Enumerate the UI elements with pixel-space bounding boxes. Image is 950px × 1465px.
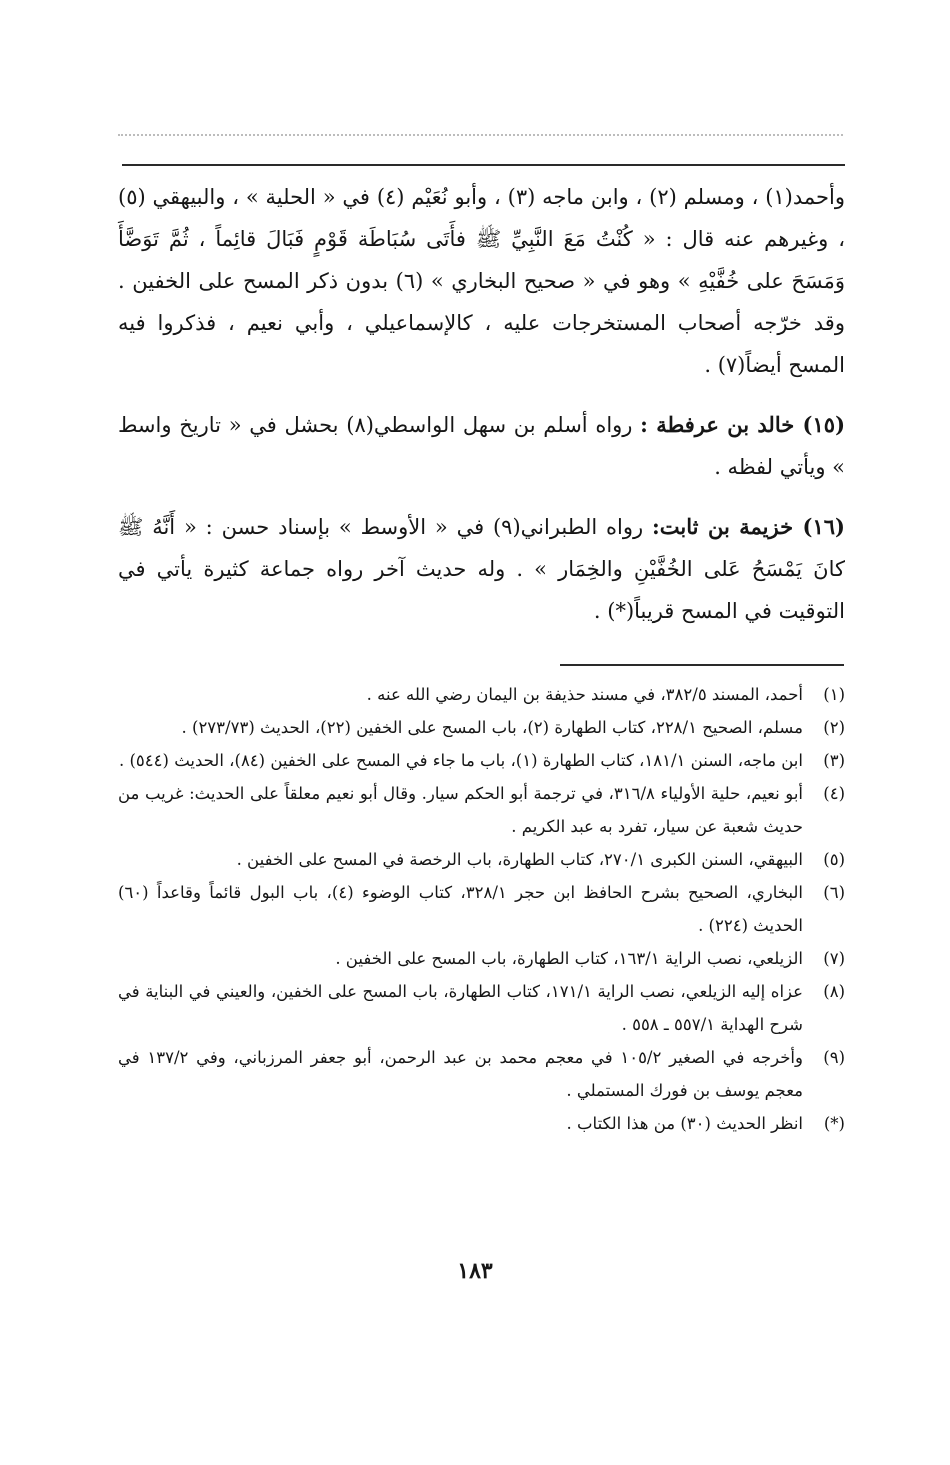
footnote-text: البيهقي، السنن الكبرى ٢٧٠/١، كتاب الطهارة، باب الرخصة في المسح على الخفين . [236,850,803,869]
main-text [118,176,845,638]
page-number: ١٨٣ [457,1258,493,1284]
footnote [118,975,845,1041]
footnote [118,678,845,711]
footnote [118,777,845,843]
footnote-number: (١) [823,685,845,704]
paragraph-khuzayma-ibn-thabit [118,506,845,632]
footnote [118,843,845,876]
footnote-text: وأخرجه في الصغير ١٠٥/٢ في معجم محمد بن عبد الرحمن، أبو جعفر المرزباني، وفي ١٣٧/٢ في معجم يوسف بن فورك المستملي . [118,1048,803,1100]
footnote-separator [560,664,844,666]
footnote [118,711,845,744]
header-dotted-line [118,134,843,136]
footnote [118,876,845,942]
narrator-heading-15: (١٥) خالد بن عرفطة : [640,412,845,437]
paragraph-hadith-text: وأحمد(١) ، ومسلم (٢) ، وابن ماجه (٣) ، وأبو نُعَيْم (٤) في « الحلية » ، والبيهقي (٥) ، وغيرهم عنه قال : « كُنْتُ مَعَ النَّبِيِّ ﷺ فأَتَى سُبَاطَة قَوْمٍ فَبَالَ قائِماً ، ثُمَّ تَوَضَّأَ وَمَسَحَ على خُفَّيْهِ » وهو في « صحيح البخاري » (٦) بدون ذكر المسح على الخفين . وقد خرّجه أصحاب المستخرجات عليه ، كالإسماعيلي ، وأبي نعيم ، فذكروا فيه المسح أيضاً(٧) . [118,185,846,377]
paragraph-khalid-ibn-urfuta [118,404,845,488]
footnote-number: (٧) [823,949,845,968]
header-rule [122,164,845,166]
footnote-number: (٢) [823,718,845,737]
narrator-body-16: رواه الطبراني(٩) في « الأوسط » بإسناد حسن : « أَنَّهُ ﷺ كانَ يَمْسَحُ عَلى الخُفَّيْنِ والخِمَار » . وله حديث آخر رواه جماعة كثيرة يأتي في التوقيت في المسح قريباً(*) . [118,515,845,623]
footnote [118,942,845,975]
footnote-number: (٩) [823,1048,845,1067]
footnote [118,1107,845,1140]
footnote [118,744,845,777]
footnote [118,1041,845,1107]
footnote-number: (*) [823,1114,845,1133]
footnote-text: ابن ماجه، السنن ١٨١/١، كتاب الطهارة (١)، باب ما جاء في المسح على الخفين (٨٤)، الحديث (٥٤٤) . [118,751,803,770]
footnote-text: البخاري، الصحيح بشرح الحافظ ابن حجر ٣٢٨/١، كتاب الوضوء (٤)، باب البول قائماً وقاعداً (٦٠) الحديث (٢٢٤) . [118,883,803,935]
footnote-number: (٥) [823,850,845,869]
footnote-number: (٨) [823,982,845,1001]
footnote-number: (٦) [823,883,845,902]
footnote-number: (٤) [823,784,845,803]
footnote-text: الزيلعي، نصب الراية ١٦٣/١، كتاب الطهارة، باب المسح على الخفين . [335,949,803,968]
footnote-text: أبو نعيم، حلية الأولياء ٣١٦/٨، في ترجمة أبو الحكم سيار. وقال أبو نعيم معلقاً على الحديث: غريب من حديث شعبة عن سيار، تفرد به عبد الكريم . [118,784,803,836]
footnote-text: انظر الحديث (٣٠) من هذا الكتاب . [566,1114,803,1133]
footnote-text: مسلم، الصحيح ٢٢٨/١، كتاب الطهارة (٢)، باب المسح على الخفين (٢٢)، الحديث (٢٧٣/٧٣) . [181,718,803,737]
narrator-heading-16: (١٦) خزيمة بن ثابت: [652,514,845,539]
footnotes [118,678,845,1140]
footnote-text: عزاه إليه الزيلعي، نصب الراية ١٧١/١، كتاب الطهارة، باب المسح على الخفين، والعيني في البناية في شرح الهداية ٥٥٧/١ ـ ٥٥٨ . [118,982,803,1034]
footnote-text: أحمد، المسند ٣٨٢/٥، في مسند حذيفة بن اليمان رضي الله عنه . [366,685,803,704]
narrator-body-15: رواه أسلم بن سهل الواسطي(٨) بحشل في « تاريخ واسط » ويأتي لفظه . [118,413,845,479]
footnote-number: (٣) [823,751,845,770]
